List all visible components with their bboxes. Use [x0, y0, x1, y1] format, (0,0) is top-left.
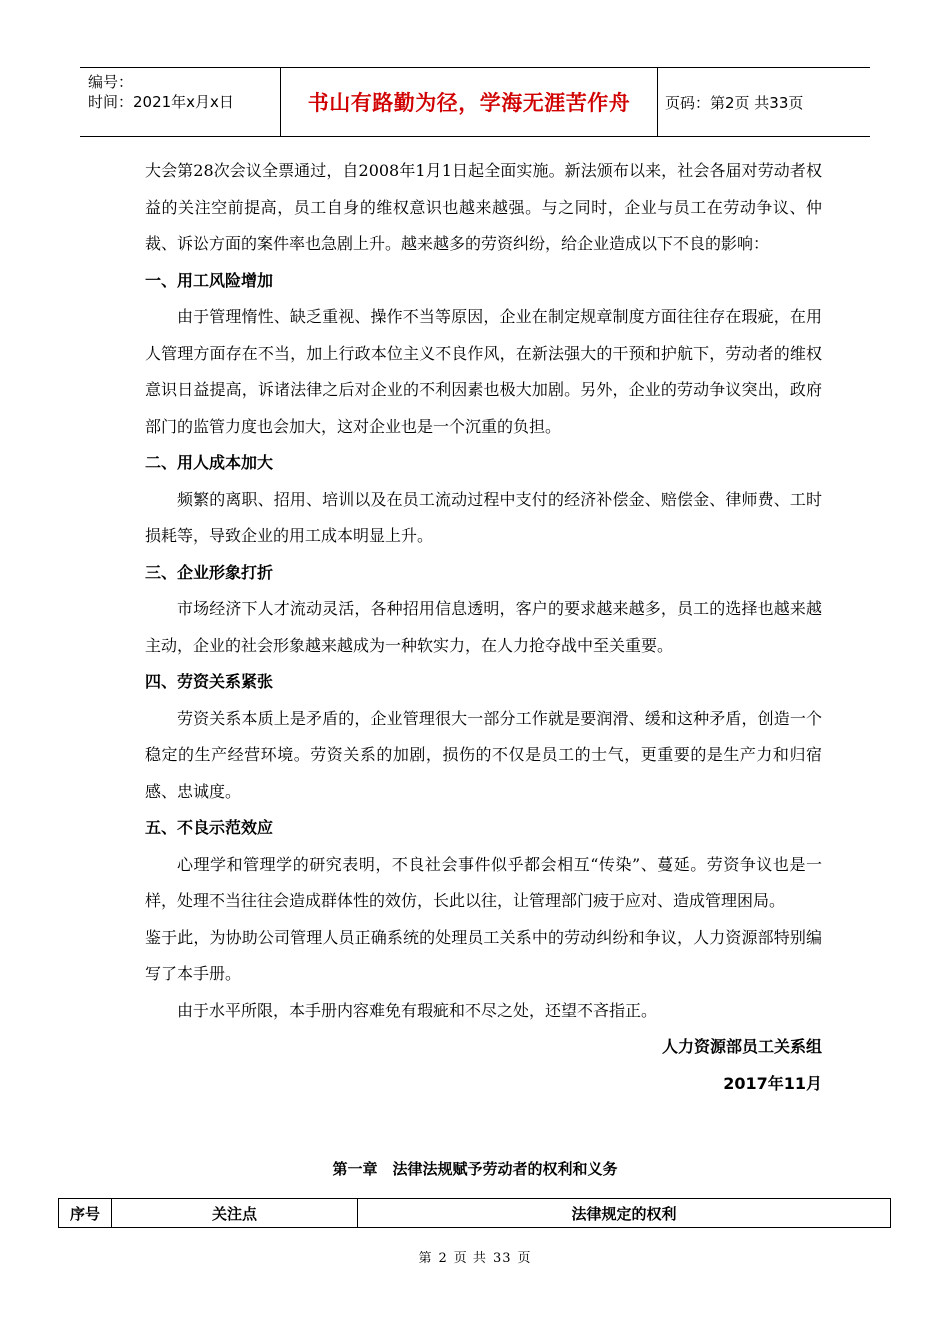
section-heading: 五、不良示范效应: [145, 818, 274, 837]
section-body: 心理学和管理学的研究表明，不良社会事件似乎都会相互“传染”、蔓延。劳资争议也是一样，处理不当往往会造成群体性的效仿，长此以往，让管理部门疲于应对、造成管理困局。: [145, 854, 822, 910]
column-header-index: 序号: [59, 1199, 112, 1227]
conclusion-paragraph: 鉴于此，为协助公司管理人员正确系统的处理员工关系中的劳动纠纷和争议，人力资源部特别编写了本手册。: [145, 927, 822, 983]
section-body: 由于管理惰性、缺乏重视、操作不当等原因，企业在制定规章制度方面往往存在瑕疵，在用人管理方面存在不当，加上行政本位主义不良作风，在新法强大的干预和护航下，劳动者的维权意识日益提高，诉诸法律之后对企业的不利因素也极大加剧。另外，企业的劳动争议突出，政府部门的监管力度也会加大，这对企业也是一个沉重的负担。: [145, 307, 822, 436]
apology-paragraph: 由于水平所限，本手册内容难免有瑕疵和不尽之处，还望不吝指正。: [177, 1000, 658, 1020]
footer-middle: 页 共: [453, 1251, 487, 1266]
footer-suffix: 页: [517, 1251, 532, 1266]
document-time: 时间：2021年x月x日: [88, 93, 234, 111]
document-body: [145, 153, 822, 1102]
section-heading: 二、用人成本加大: [145, 453, 274, 472]
signature-date: 2017年11月: [723, 1073, 822, 1093]
chapter-title: 第一章 法律法规赋予劳动者的权利和义务: [332, 1160, 618, 1178]
document-number: 编号：: [88, 73, 134, 91]
section-heading: 三、企业形象打折: [145, 562, 274, 582]
column-header-focus: 关注点: [112, 1199, 358, 1227]
section-heading: 一、用工风险增加: [145, 270, 274, 290]
footer-prefix: 第: [418, 1251, 433, 1266]
intro-paragraph: 大会第28次会议全票通过，自2008年1月1日起全面实施。新法颁布以来，社会各届对劳动者权益的关注空前提高，员工自身的维权意识也越来越强。与之同时，企业与员工在劳动争议、仲裁、诉讼方面的案件率也急剧上升。越来越多的劳资纠纷，给企业造成以下不良的影响：: [145, 161, 822, 253]
column-header-rights: 法律规定的权利: [571, 1204, 677, 1223]
header-motto: 书山有路勤为径，学海无涯苦作舟: [280, 68, 658, 136]
rights-table-header: [58, 1198, 891, 1228]
header-meta: [80, 68, 280, 136]
page-footer: [0, 1247, 950, 1266]
footer-page-number: 2: [438, 1251, 448, 1266]
footer-total-pages: 33: [492, 1251, 512, 1266]
section-body: 频繁的离职、招用、培训以及在员工流动过程中支付的经济补偿金、赔偿金、律师费、工时损耗等，导致企业的用工成本明显上升。: [145, 489, 822, 545]
section-heading: 四、劳资关系紧张: [145, 672, 274, 691]
header-page-info: 页码：第2页 共33页: [665, 93, 804, 112]
section-body: 劳资关系本质上是矛盾的，企业管理很大一部分工作就是要润滑、缓和这种矛盾，创造一个稳定的生产经营环境。劳资关系的加剧，损伤的不仅是员工的士气，更重要的是生产力和归宿感、忠诚度。: [145, 708, 822, 801]
page-header: [80, 67, 870, 137]
signature: 人力资源部员工关系组: [661, 1037, 822, 1056]
section-body: 市场经济下人才流动灵活，各种招用信息透明，客户的要求越来越多，员工的选择也越来越主动，企业的社会形象越来越成为一种软实力，在人力抢夺战中至关重要。: [145, 599, 822, 655]
